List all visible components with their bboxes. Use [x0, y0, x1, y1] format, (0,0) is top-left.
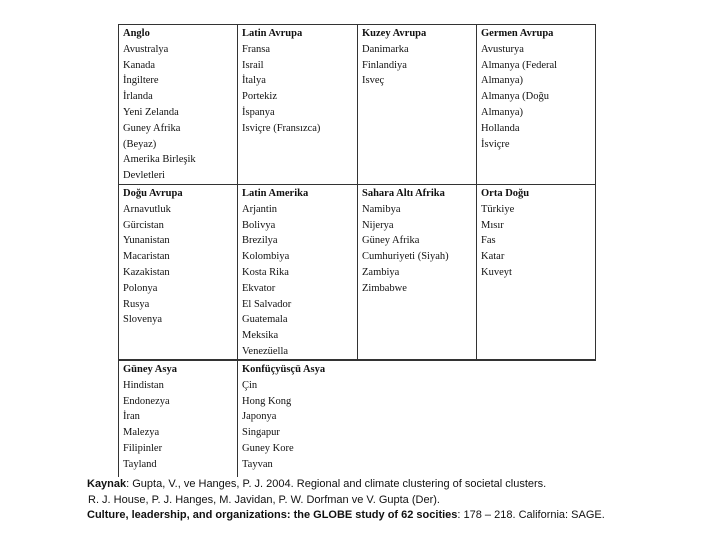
source-caption: [87, 477, 707, 524]
country-name: (Beyaz): [123, 138, 157, 150]
country-name: Guney Kore: [242, 442, 294, 454]
caption-book-title: Culture, leadership, and organizations: the GLOBE study of 62 socities: [87, 509, 458, 521]
country-name: Rusya: [123, 298, 150, 310]
country-name: Hindistan: [123, 379, 164, 391]
country-name: Tayvan: [242, 458, 273, 470]
country-name: Filipinler: [123, 442, 163, 454]
country-name: Kazakistan: [123, 266, 170, 278]
country-name: Venezüella: [242, 345, 289, 357]
country-name: Çin: [242, 379, 258, 391]
country-name: Nijerya: [362, 219, 394, 231]
country-name: Kolombiya: [242, 251, 290, 263]
country-name: Ekvator: [242, 282, 276, 294]
cluster-cell-latin-europe: [237, 24, 357, 139]
country-name: Hollanda: [481, 122, 520, 134]
country-name: Polonya: [123, 282, 158, 294]
country-name: Guatemala: [242, 314, 288, 326]
country-name: Endonezya: [123, 395, 170, 407]
country-name: Almanya): [481, 106, 523, 118]
country-name: Macaristan: [123, 251, 170, 263]
country-name: Türkiye: [481, 203, 515, 215]
country-name: Kuveyt: [481, 266, 512, 278]
caption-line-3: [87, 508, 707, 524]
country-name: Almanya): [481, 75, 523, 87]
caption-line-1: [87, 477, 707, 493]
country-name: Yunanistan: [123, 235, 170, 247]
country-name: Kosta Rika: [242, 266, 289, 278]
caption-publication-info: : 178 – 218. California: SAGE.: [457, 509, 605, 521]
country-name: Zimbabwe: [362, 282, 407, 294]
country-name: Devletleri: [123, 170, 165, 182]
country-name: El Salvador: [242, 298, 292, 310]
cluster-title: Germen Avrupa: [481, 28, 554, 39]
country-name: İran: [123, 411, 140, 423]
cluster-cell-eastern-europe: [118, 184, 237, 330]
country-name: Finlandiya: [362, 59, 407, 71]
country-name: Fransa: [242, 43, 270, 55]
country-name: Almanya (Doğu: [481, 91, 549, 103]
country-name: Katar: [481, 251, 505, 263]
country-name: Mısır: [481, 219, 504, 231]
cluster-cell-nordic-europe: [357, 24, 476, 91]
cluster-cell-southern-asia: [118, 360, 237, 475]
country-name: Gürcistan: [123, 219, 164, 231]
country-name: Isveç: [362, 75, 385, 87]
caption-line-2: R. J. House, P. J. Hanges, M. Javidan, P. W. Dorfman ve V. Gupta (Der).: [88, 493, 440, 506]
country-name: Tayland: [123, 458, 157, 470]
country-name: Portekiz: [242, 91, 277, 103]
country-name: Almanya (Federal: [481, 59, 558, 71]
country-name: Arnavutluk: [123, 203, 171, 215]
country-name: İspanya: [242, 106, 275, 118]
country-name: İrlanda: [123, 91, 153, 103]
country-name: Brezilya: [242, 235, 278, 247]
cluster-title: Latin Avrupa: [242, 28, 303, 39]
cluster-title: Konfüçyüsçü Asya: [242, 364, 326, 375]
country-name: Malezya: [123, 427, 160, 439]
country-name: Fas: [481, 235, 496, 247]
cluster-title: Güney Asya: [123, 364, 177, 375]
country-name: Yeni Zelanda: [123, 106, 179, 118]
cluster-cell-latin-america: [237, 184, 357, 362]
country-name: Avustralya: [123, 43, 169, 55]
cluster-cell-anglo: [118, 24, 237, 186]
country-name: Israil: [242, 59, 264, 71]
country-name: Meksika: [242, 330, 279, 342]
cluster-title: Kuzey Avrupa: [362, 28, 427, 39]
cluster-title: Orta Doğu: [481, 188, 530, 199]
country-name: Bolivya: [242, 219, 276, 231]
country-name: Hong Kong: [242, 395, 292, 407]
cluster-cell-germanic-europe: [476, 24, 596, 154]
cluster-cell-middle-east: [476, 184, 596, 283]
country-name: Avusturya: [481, 43, 524, 55]
country-name: İsviçre: [481, 138, 510, 150]
cluster-title: Doğu Avrupa: [123, 188, 183, 199]
country-name: Amerika Birleşik: [123, 154, 196, 166]
country-name: Slovenya: [123, 314, 163, 326]
country-name: Japonya: [242, 411, 277, 423]
country-cluster-table: [118, 24, 596, 477]
country-name: Danimarka: [362, 43, 409, 55]
country-name: Arjantin: [242, 203, 277, 215]
cluster-title: Sahara Altı Afrika: [362, 188, 445, 199]
country-name: Cumhuriyeti (Siyah): [362, 251, 449, 263]
country-name: Singapur: [242, 427, 280, 439]
country-name: İtalya: [242, 75, 266, 87]
country-name: Kanada: [123, 59, 156, 71]
cluster-title: Anglo: [123, 28, 150, 39]
country-name: Güney Afrika: [362, 235, 420, 247]
caption-source-label: Kaynak: [87, 478, 127, 490]
country-name: Zambiya: [362, 266, 400, 278]
cluster-cell-confucian-asia: [237, 360, 357, 475]
country-name: Guney Afrika: [123, 122, 181, 134]
caption-source-text: : Gupta, V., ve Hanges, P. J. 2004. Regional and climate clustering of societal clusters.: [126, 478, 547, 490]
country-name: İngiltere: [123, 75, 159, 87]
cluster-title: Latin Amerika: [242, 188, 309, 199]
cluster-cell-sub-saharan-africa: [357, 184, 476, 299]
country-name: Isviçre (Fransızca): [242, 122, 321, 134]
country-name: Namibya: [362, 203, 401, 215]
